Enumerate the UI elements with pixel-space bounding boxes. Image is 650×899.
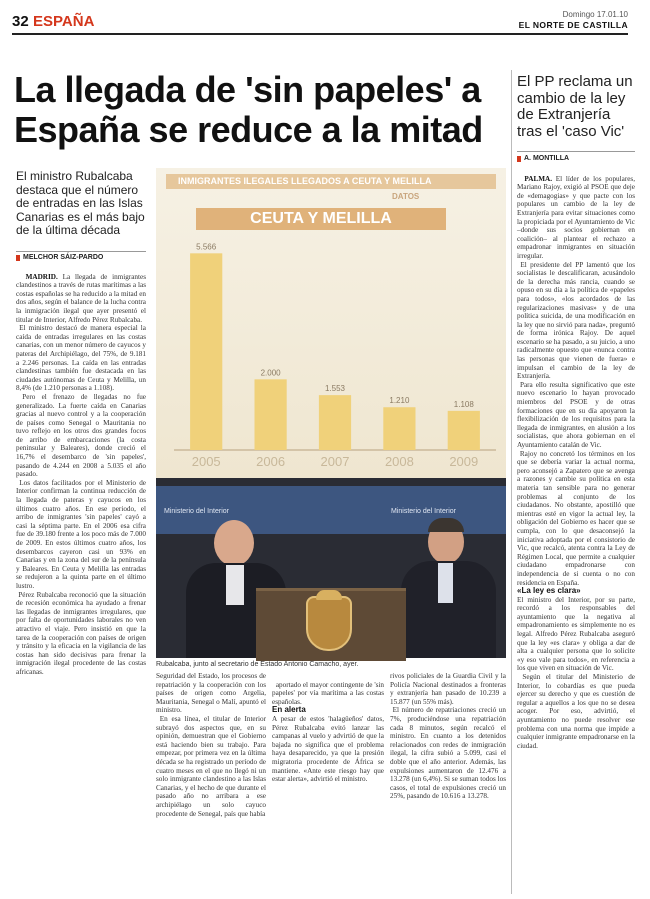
subsection-heading: En alerta [272, 705, 306, 715]
speaker-left-head [214, 520, 254, 566]
chart-bar-2005 [190, 253, 222, 450]
photo-caption: Rubalcaba, junto al secretario de Estado Antonio Camacho, ayer. [156, 661, 359, 668]
chart-title: CEUTA Y MELILLA [196, 208, 446, 230]
headline-line-2: España se reduce a la mitad [14, 109, 483, 150]
issue-date: Domingo 17.01.10 [562, 10, 628, 19]
chart-bar-2007 [319, 395, 351, 450]
chart-value-label: 1.108 [453, 399, 474, 409]
column-1-text: La llegada de inmigrantes clandestinos a través de rutas marítimas a las costas españolas se ha reducido a la mitad en dos años, según el balance de la lucha contra la inmigración ilegal que ayer presentó el titular de Interior, Alfredo Pérez Rubalcaba. El ministro destacó de manera especial la caída de entradas irregulares en las costas canarias, con un menor número de cayucos y pateras del Archipiélago, del 75%, de 9.181 a 2.246 personas. La caída en las entradas clandestinas también fue destacada en las ciudades autónomas de Ceuta y Melilla, un 8,4% (de 1.210 personas a 1.108). Pero el frenazo de llegadas no fue generalizado. La fuerte caída en Canarias gracias al nuevo control y a la cooperación de países como Senegal o Mauritania no tuvo reflejo en los otros dos grandes focos de arribo de embarcaciones (la costa peninsular y Baleares), donde creció el 16,7% el desembarco de 'sin papeles', pasando de 4.244 en 2008 a 5.035 el año pasado. Los datos facilitados por el Ministerio de Interior confirman la continua reducción de la llegada de pateras y cayucos en los últimos cuatro años. En ese periodo, el arribo de inmigrantes 'sin papeles' cayó a casi la séptima parte. En el 2006 esa cifra fue de 39.180 frente a los poco más de 7.000 de 2009. En estos últimos cuatro años, los desembarcos cayeron casi un 93% en Canarias y en la zona del sur de la península y Baleares. En Ceuta y Melilla las entradas se redujeron a la quinta parte en el último lustro. Pérez Rubalcaba reconoció que la situación de recesión económica ha ayudado a frenar las llegadas de inmigrantes irregulares, que por falta de oportunidades laborales no ven atractivo el viaje. Pero insistió en que la tarea de la cooperación con países de origen y tránsito y la eficacia en la vigilancia de las costas han sido decisivas para frenar la inmigración ilegal procedente de las costas africanas. [16, 272, 147, 676]
headline [14, 70, 509, 150]
chart-tick-label: 2009 [449, 454, 479, 469]
article-column-2: Seguridad del Estado, los procesos de repatriación y la cooperación con los países de origen como Argelia, Mauritania, Senegal o Malí, apuntó el ministro. En esa línea, el titular de Interior subrayó dos aspectos que, en su opinión, demuestran que el Gobierno está haciendo bien su trabajo. Para empezar, por primera vez en la última década se ha registrado un período de cuatro meses en el que no llegó ni un solo inmigrante clandestino a las Islas Canarias, y el hecho de que durante el pasado año no arribara a ese archipiélago un solo cayuco procedente de Senegal, país que había [156, 672, 267, 818]
sidebar-dateline: PALMA. [524, 174, 553, 183]
chart-legend: DATOS [392, 192, 420, 201]
chart-value-label: 5.566 [196, 242, 217, 252]
sidebar-text-2: El ministro del Interior, por su parte, recordó a los responsables del ayuntamiento que la negativa al empadronamiento es simplemente no es legal. Alfredo Pérez Rubalcaba aseguró que la ley «es clara» y obliga a dar de alta a cualquier persona que lo solicite «y eso vale para todos», en referencia a los que viven en situación de Vic. Según el titular del Ministerio de Interior, lo cobardías es que pueda ejercer su derecho y que es cuestión de regular a aquellos a los que no se desea acoger. Por eso, advirtió, el ayuntamiento no puede resolver ese problema con una norma que impide a cualquier inmigrante empadronarse en la ciudad. [517, 595, 635, 750]
byline: MELCHOR SÁIZ-PARDO [23, 254, 104, 261]
speaker-left-shirt [226, 565, 244, 605]
chart-bar-2008 [383, 407, 415, 450]
chart-tick-label: 2006 [256, 454, 286, 469]
crown-icon [316, 590, 342, 600]
coat-of-arms-icon [306, 596, 352, 651]
sidebar-text-1: El líder de los populares, Mariano Rajoy, exigió al PSOE que deje de «demagogias» y que pacte con los populares un cambio de la ley de Extranjería para evitar situaciones como la propiciada por el Ayuntamiento de Vic –donde sus socios gobiernan en coalición– al plantear el rechazo a empadronar inmigrantes en situación irregular. El presidente del PP lamentó que los socialistas le descalificaran, acusándolo de la derecha más rancia, cuando se opuso en su día a la política de «papeles para todos», «los acordados de las regularizaciones masivas» y de una política suicida, de una modificación en la ley que no sirvió para nada», preguntó de forma irónica Rajoy. De aquel escenario se ha pasado, a su juicio, a uno radicalmente opuesto que «nunca contra las personas que vienen de fuera» e impulsan el cambio de la ley de Extranjería. Para ello resulta significativo que este nuevo escenario lo hayan provocado miembros del PSOE y de otras formaciones que en su día apoyaron la flexibilización de los requisitos para la llegada de inmigrantes, en alusión a los socialistas, que ahora gobiernan en el Ayuntamiento catalán de Vic. Rajoy no concretó los términos en los que se debería variar la actual norma, pero aconsejó a Zapatero que se avenga a razones y cambie su política en esta materia tan sensible para no generar problemas al conjunto de los ciudadanos. No obstante, apostilló que mientras esté en vigor la actual ley, la obligación del Gobierno es hacer que se cumpla, con lo que desaconsejó la iniciativa adoptada por el consistorio de Vic, que recalcó, atenta contra la Ley de Régimen Local, que permite a cualquier ciudadano empadronarse con independencia de si cuenta o no con residencia en España. [517, 174, 636, 587]
headline-line-1: La llegada de 'sin papeles' a [14, 69, 481, 110]
sidebar-text [517, 166, 635, 894]
article-column-3 [272, 672, 384, 894]
photo [156, 168, 506, 658]
section-name: ESPAÑA [33, 13, 95, 30]
chart [156, 168, 506, 478]
sidebar-divider [511, 70, 512, 894]
chart-plot [156, 168, 506, 478]
chart-bar-2009 [448, 411, 480, 450]
chart-value-label: 1.210 [389, 396, 410, 406]
speaker-right-shirt [438, 563, 453, 603]
article-column-4: rivos policiales de la Guardia Civil y la Policía Nacional destinados a fronteras y extranjería han pasado de 10.239 a 15.877 (un 55% más). El número de repatriaciones creció un 7%, produciéndose una repatriación cada 8 minutos, según recalcó el ministro. En cuanto a los detenidos relacionados con redes de inmigración ilegal, la cifra subió a 5.099, casi el doble que el año anterior. Además, las expulsiones aumentaron de 12.476 a 13.278 (un 6,4%). Si se suman todos los casos, el total de expulsiones creció un 25%, pasando de 10.616 a 13.278. [390, 672, 506, 801]
publication-name: EL NORTE DE CASTILLA [518, 20, 628, 30]
byline-marker [16, 255, 20, 261]
column-3-text: aportado el mayor contingente de 'sin papeles' por vía marítima a las costas españolas. [272, 680, 386, 706]
speaker-right-hair [428, 518, 464, 532]
column-3-text-2: A pesar de estos 'halagüeños' datos, Pérez Rubalcaba evitó lanzar las campanas al vuelo y advirtió de que la bajada no significa que el problema haya desaparecido, ya que la presión migratoria procedente de África se mantiene. «Ante este riesgo hay que estar alerta», advirtió el ministro. [272, 714, 386, 784]
chart-value-label: 1.553 [324, 384, 346, 394]
sidebar-byline-rule [517, 151, 635, 152]
byline-rule [16, 251, 146, 252]
chart-tick-label: 2008 [384, 454, 414, 469]
chart-tick-label: 2005 [191, 454, 221, 469]
header-rule [12, 33, 628, 35]
chart-banner: INMIGRANTES ILEGALES LLEGADOS A CEUTA Y MELILLA [166, 174, 496, 189]
sidebar-quote-heading: «La ley es clara» [517, 586, 581, 596]
chart-value-label: 2.000 [260, 368, 281, 378]
chart-tick-label: 2007 [320, 454, 350, 469]
sidebar-headline: El PP reclama un cambio de la ley de Extranjería tras el 'caso Vic' [517, 73, 633, 140]
sidebar-byline: A. MONTILLA [524, 155, 570, 162]
dateline: MADRID. [25, 272, 58, 281]
subhead: El ministro Rubalcaba destaca que el número de entradas en las Islas Canarias es el más bajo de la última década [16, 169, 145, 237]
backdrop-sign-left: Ministerio del Interior [164, 508, 229, 515]
backdrop-sign-right: Ministerio del Interior [391, 508, 456, 515]
article-column-1 [16, 264, 146, 894]
chart-bar-2006 [255, 379, 287, 450]
page-number: 32 [12, 13, 29, 30]
sidebar-byline-marker [517, 156, 521, 162]
